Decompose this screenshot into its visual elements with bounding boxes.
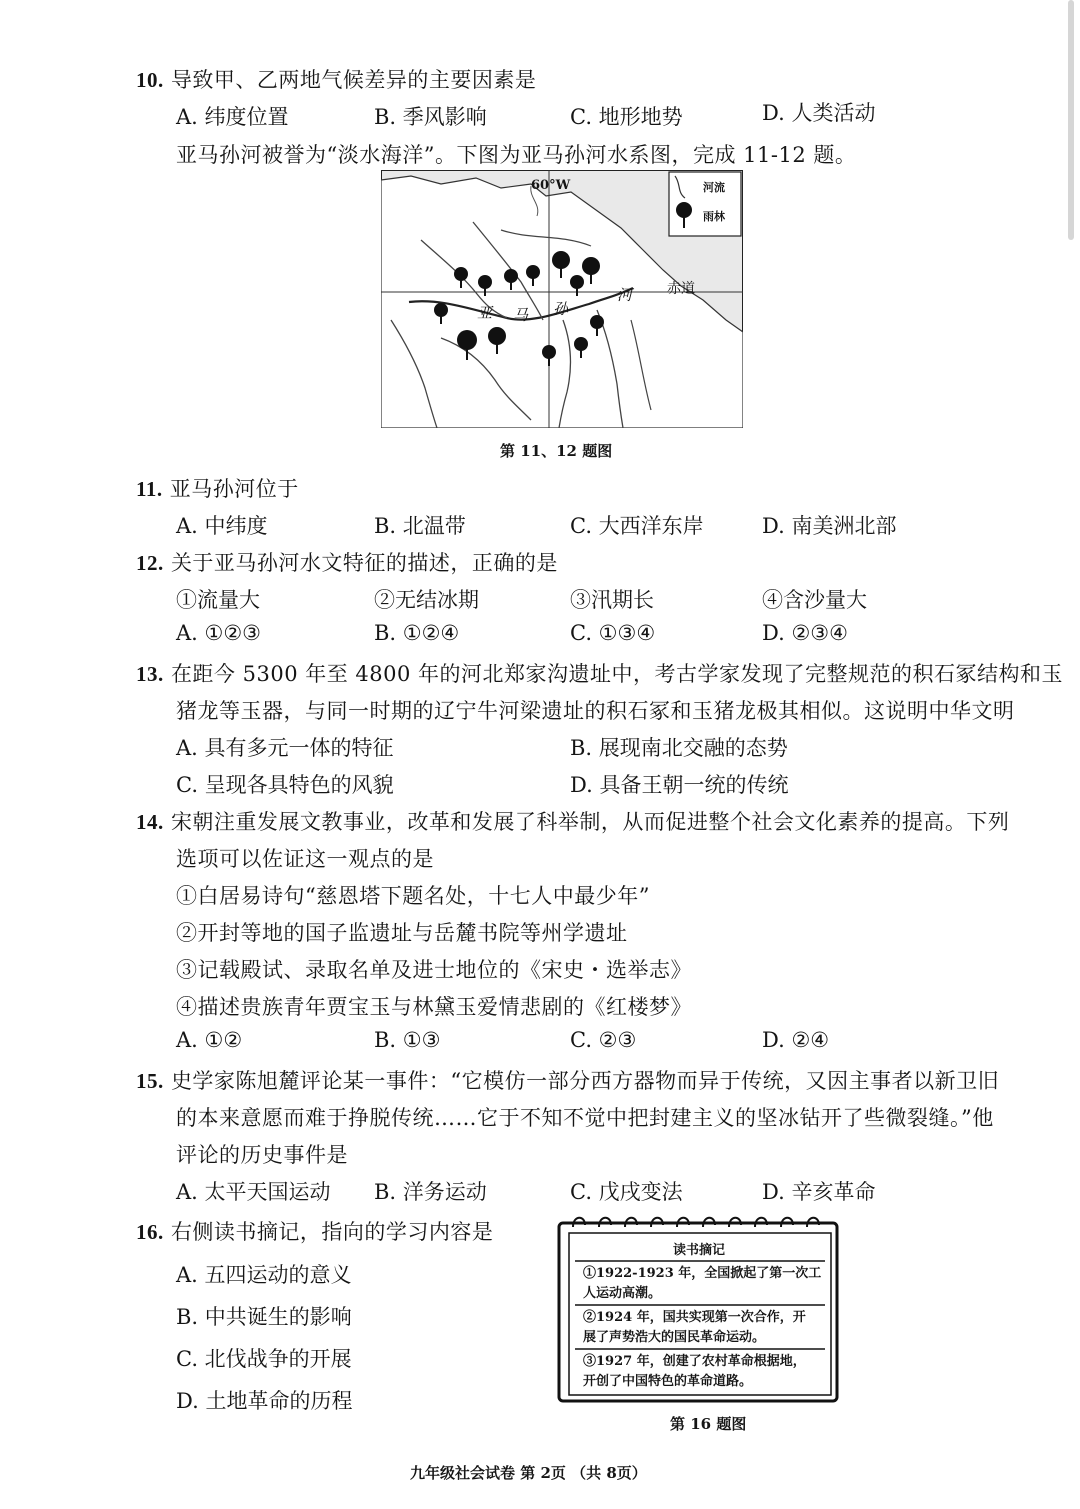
- q15-option-a: A. 太平天国运动: [176, 1180, 331, 1204]
- q10-option-b: B. 季风影响: [374, 105, 487, 129]
- question-text: 右侧读书摘记，指向的学习内容是: [170, 1220, 494, 1244]
- scrollbar[interactable]: [1068, 0, 1074, 240]
- q14-option-d: D. ②④: [762, 1028, 830, 1052]
- question-11-stem: [136, 473, 299, 503]
- question-text: 在距今 5300 年至 4800 年的河北郑家沟遗址中，考古学家发现了完整规范的积石冢结构和玉: [170, 662, 1064, 686]
- q14-item-3: ③记载殿试、录取名单及进士地位的《宋史・选举志》: [176, 958, 692, 982]
- question-text: 宋朝注重发展文教事业，改革和发展了科举制，从而促进整个社会文化素养的提高。下列: [170, 810, 1010, 834]
- question-13-stem: [136, 658, 1063, 688]
- question-text: 导致甲、乙两地气候差异的主要因素是: [170, 68, 537, 92]
- q12-option-d: D. ②③④: [762, 621, 848, 645]
- question-number: 16.: [136, 1220, 164, 1244]
- question-16-stem: [136, 1216, 493, 1246]
- meridian-label: 60°W: [531, 178, 571, 193]
- question-15-stem: [136, 1065, 999, 1095]
- question-number: 10.: [136, 68, 164, 92]
- q16-option-a: A. 五四运动的意义: [176, 1263, 352, 1287]
- q12-item-2: ②无结冰期: [374, 588, 479, 612]
- q12-item-4: ④含沙量大: [762, 588, 867, 612]
- q13-option-a: A. 具有多元一体的特征: [176, 736, 394, 760]
- notebook-entry-2-line-2: 展了声势浩大的国民革命运动。: [583, 1330, 766, 1345]
- question-number: 15.: [136, 1069, 164, 1093]
- question-15-stem-cont: 评论的历史事件是: [176, 1143, 348, 1167]
- river-name-char: 孙: [553, 300, 569, 318]
- q13-option-c: C. 呈现各具特色的风貌: [176, 773, 394, 797]
- q15-option-d: D. 辛亥革命: [762, 1180, 876, 1204]
- q11-option-d: D. 南美洲北部: [762, 514, 897, 538]
- q11-option-b: B. 北温带: [374, 514, 466, 538]
- q16-option-d: D. 土地革命的历程: [176, 1389, 353, 1413]
- river-name-char: 马: [513, 306, 529, 324]
- q14-option-c: C. ②③: [570, 1028, 637, 1052]
- q14-item-4: ④描述贵族青年贾宝玉与林黛玉爱情悲剧的《红楼梦》: [176, 995, 692, 1019]
- notebook-caption: 第 16 题图: [670, 1415, 747, 1433]
- question-14-stem-cont: 选项可以佐证这一观点的是: [176, 847, 434, 871]
- amazon-river-map: [381, 170, 743, 428]
- legend-rainforest-label: 雨林: [703, 210, 725, 223]
- q15-option-b: B. 洋务运动: [374, 1180, 487, 1204]
- q13-option-b: B. 展现南北交融的态势: [570, 736, 788, 760]
- q10-option-a: A. 纬度位置: [176, 105, 289, 129]
- notebook-entry-1-line-2: 人运动高潮。: [583, 1286, 662, 1301]
- notebook-entry-3-line-2: 开创了中国特色的革命道路。: [583, 1374, 753, 1389]
- question-text: 史学家陈旭麓评论某一事件：“它模仿一部分西方器物而异于传统，又因主事者以新卫旧: [170, 1069, 1000, 1093]
- river-name-char: 河: [617, 286, 633, 304]
- question-12-stem: [136, 547, 558, 577]
- q12-option-c: C. ①③④: [570, 621, 656, 645]
- reading-notes-figure: [553, 1213, 845, 1407]
- map-caption: 第 11、12 题图: [500, 442, 613, 460]
- q14-item-1: ①白居易诗句“慈恩塔下题名处，十七人中最少年”: [176, 884, 650, 908]
- q12-item-3: ③汛期长: [570, 588, 654, 612]
- q12-option-a: A. ①②③: [176, 621, 261, 645]
- equator-label: 赤道: [667, 281, 695, 297]
- notebook-entry-3-line-1: ③1927 年，创建了农村革命根据地，: [583, 1354, 806, 1369]
- question-text: 关于亚马孙河水文特征的描述，正确的是: [170, 551, 558, 575]
- q10-option-d: D. 人类活动: [762, 101, 876, 125]
- notebook-entry-1-line-1: ①1922-1923 年，全国掀起了第一次工: [583, 1266, 822, 1281]
- question-text: 亚马孙河位于: [169, 477, 299, 501]
- q12-item-1: ①流量大: [176, 588, 260, 612]
- question-15-stem-cont: 的本来意愿而难于挣脱传统……它于不知不觉中把封建主义的坚冰钻开了些微裂缝。”他: [176, 1106, 994, 1130]
- q13-option-d: D. 具备王朝一统的传统: [570, 773, 789, 797]
- legend-river-label: 河流: [703, 181, 725, 194]
- question-number: 12.: [136, 551, 164, 575]
- question-number: 13.: [136, 662, 164, 686]
- q14-option-a: A. ①②: [176, 1028, 243, 1052]
- q16-option-c: C. 北伐战争的开展: [176, 1347, 352, 1371]
- river-name-char: 亚: [477, 304, 493, 322]
- page-footer: 九年级社会试卷 第 2页 （共 8页）: [410, 1464, 647, 1482]
- notebook-title: 读书摘记: [672, 1243, 725, 1258]
- question-10-stem: [136, 64, 536, 94]
- intro-11-12: 亚马孙河被誉为“淡水海洋”。下图为亚马孙河水系图，完成 11-12 题。: [176, 143, 857, 167]
- notebook-entry-2-line-1: ②1924 年，国共实现第一次合作，开: [583, 1310, 806, 1325]
- q11-option-c: C. 大西洋东岸: [570, 514, 704, 538]
- q10-option-c: C. 地形地势: [570, 105, 683, 129]
- q14-option-b: B. ①③: [374, 1028, 441, 1052]
- question-number: 14.: [136, 810, 164, 834]
- question-14-stem: [136, 806, 1009, 836]
- q11-option-a: A. 中纬度: [176, 514, 268, 538]
- q12-option-b: B. ①②④: [374, 621, 460, 645]
- question-13-stem-cont: 猪龙等玉器，与同一时期的辽宁牛河梁遗址的积石冢和玉猪龙极其相似。这说明中华文明: [176, 699, 1015, 723]
- question-number: 11.: [136, 477, 163, 501]
- q15-option-c: C. 戊戌变法: [570, 1180, 683, 1204]
- q16-option-b: B. 中共诞生的影响: [176, 1305, 352, 1329]
- q14-item-2: ②开封等地的国子监遗址与岳麓书院等州学遗址: [176, 921, 628, 945]
